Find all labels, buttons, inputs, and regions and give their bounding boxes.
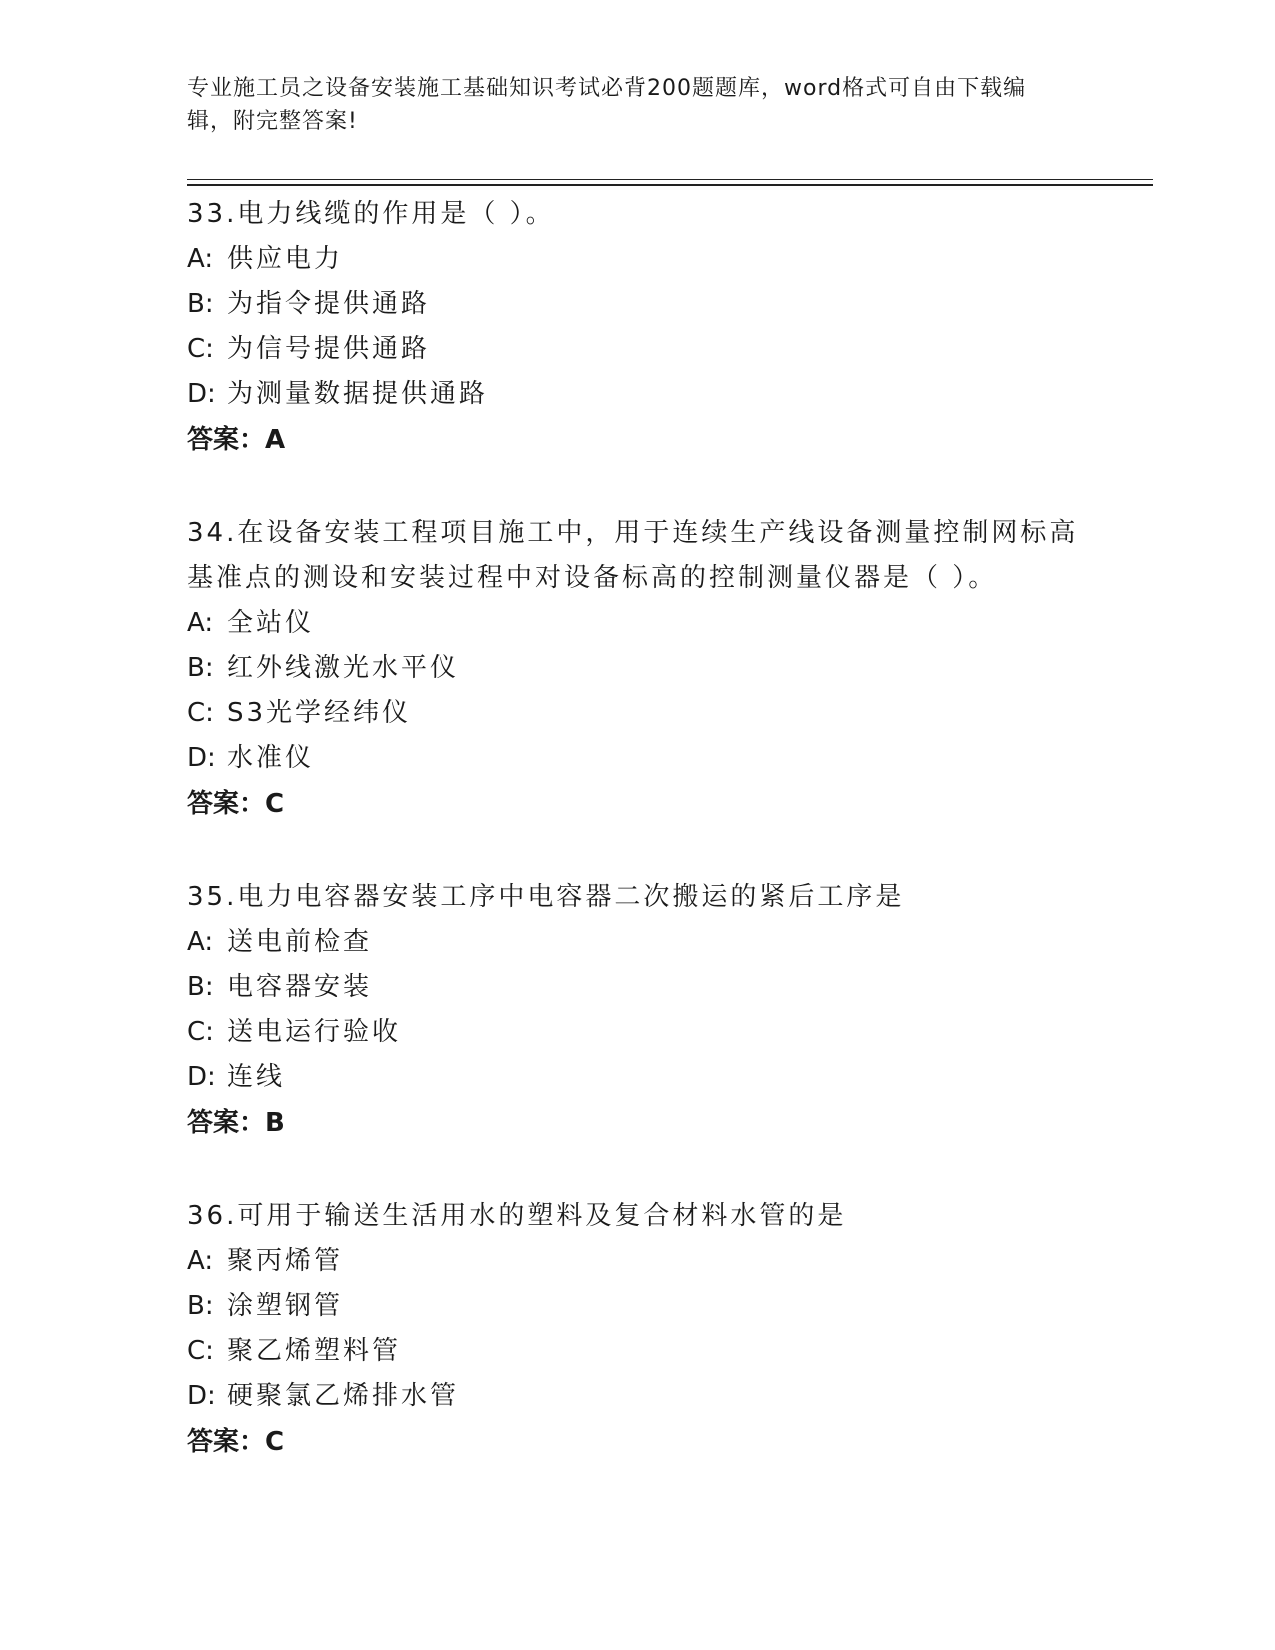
option-text: 聚乙烯塑料管: [227, 1336, 402, 1366]
option-letter: C:: [187, 1336, 214, 1366]
option-c: [187, 1010, 1087, 1055]
question-35: [187, 875, 1087, 1147]
option-c: [187, 691, 1087, 736]
option-text: 红外线激光水平仪: [227, 653, 460, 683]
option-text: 硬聚氯乙烯排水管: [227, 1381, 460, 1411]
option-text: 聚丙烯管: [227, 1246, 344, 1276]
option-a: [187, 1239, 1087, 1284]
option-b: [187, 965, 1087, 1010]
option-letter: B:: [187, 972, 214, 1002]
page-header: 专业施工员之设备安装施工基础知识考试必背200题题库，word格式可自由下载编辑，附完整答案!: [187, 76, 1027, 134]
option-d: [187, 736, 1087, 781]
option-letter: C:: [187, 1017, 214, 1047]
option-letter: B:: [187, 1291, 214, 1321]
answer-line: 答案：A: [187, 425, 286, 455]
option-c: [187, 327, 1087, 372]
answer-line: 答案：C: [187, 1427, 285, 1457]
option-text: 电容器安装: [227, 972, 373, 1002]
question-stem: 33.电力线缆的作用是（ ）。: [187, 199, 555, 229]
option-text: 全站仪: [227, 608, 315, 638]
question-33: [187, 192, 1087, 464]
option-text: 连线: [227, 1062, 286, 1092]
option-d: [187, 1055, 1087, 1100]
option-d: [187, 372, 1087, 417]
answer-line: 答案：B: [187, 1108, 285, 1138]
question-34: [187, 511, 1087, 828]
option-c: [187, 1329, 1087, 1374]
option-a: [187, 601, 1087, 646]
option-text: 供应电力: [227, 244, 344, 274]
question-36: [187, 1194, 1087, 1466]
option-a: [187, 237, 1087, 282]
option-letter: C:: [187, 698, 214, 728]
option-letter: D:: [187, 743, 216, 773]
option-text: 送电运行验收: [227, 1017, 402, 1047]
option-letter: D:: [187, 1062, 216, 1092]
option-letter: A:: [187, 1246, 214, 1276]
option-text: 送电前检查: [227, 927, 373, 957]
question-stem: 35.电力电容器安装工序中电容器二次搬运的紧后工序是: [187, 882, 905, 912]
option-text: 涂塑钢管: [227, 1291, 344, 1321]
option-letter: A:: [187, 608, 214, 638]
question-stem: 34.在设备安装工程项目施工中，用于连续生产线设备测量控制网标高基准点的测设和安装过程中对设备标高的控制测量仪器是（ ）。: [187, 518, 1079, 593]
option-text: 水准仪: [227, 743, 315, 773]
option-letter: D:: [187, 379, 216, 409]
option-letter: B:: [187, 653, 214, 683]
option-letter: B:: [187, 289, 214, 319]
option-letter: C:: [187, 334, 214, 364]
option-a: [187, 920, 1087, 965]
option-text: 为测量数据提供通路: [227, 379, 489, 409]
option-letter: A:: [187, 927, 214, 957]
header-divider-thick: [187, 184, 1153, 186]
header-divider: [187, 179, 1153, 180]
option-d: [187, 1374, 1087, 1419]
option-text: S3光学经纬仪: [227, 698, 412, 728]
option-text: 为指令提供通路: [227, 289, 431, 319]
option-b: [187, 282, 1087, 327]
question-list: [187, 192, 1087, 1513]
option-letter: D:: [187, 1381, 216, 1411]
option-letter: A:: [187, 244, 214, 274]
question-stem: 36.可用于输送生活用水的塑料及复合材料水管的是: [187, 1201, 847, 1231]
option-b: [187, 646, 1087, 691]
option-text: 为信号提供通路: [227, 334, 431, 364]
answer-line: 答案：C: [187, 789, 285, 819]
option-b: [187, 1284, 1087, 1329]
